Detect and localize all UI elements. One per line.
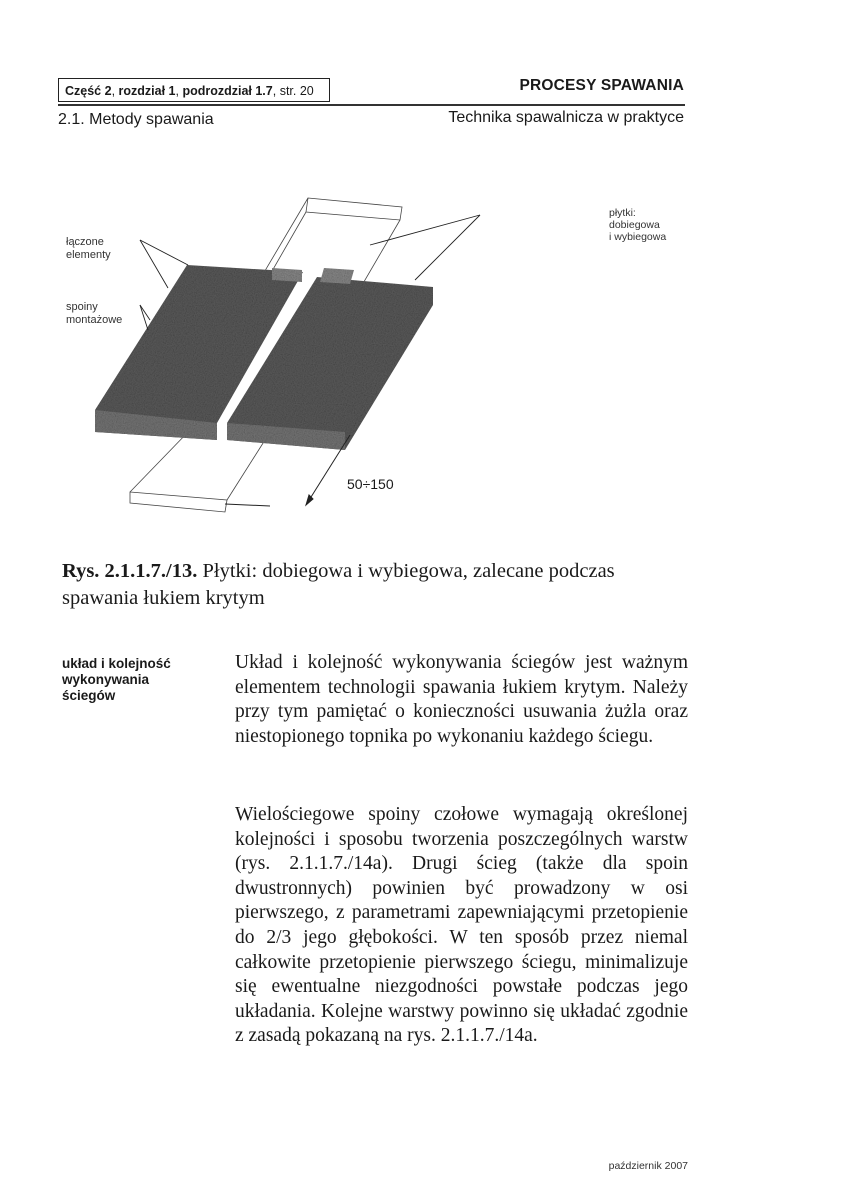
subchapter-label: podrozdział 1.7 <box>182 84 273 98</box>
side-heading: układ i kolejność wykonywania ściegów <box>62 656 171 703</box>
paragraph: Wielościegowe spoiny czołowe wymagają określonej kolejności i sposobu tworzenia poszczególnych warstw (rys. 2.1.1.7./14a). Drugi ścieg (także dla spoin dwustronnych) powinien być prowadzony w osi pierwszego, z parametrami zapewniającymi przetopienie do 2/3 jego głębokości. W ten sposób przez niemal całkowite przetopienie pierwszego ściegu, minimalizuje się ewentualne niezgodności powstałe podczas jego układania. Kolejne warstwy powinno się układać zgodnie z zasadą pokazaną na rys. 2.1.1.7./14a. <box>235 804 688 1047</box>
tack-weld <box>320 268 354 284</box>
run-on-plate-bottom <box>130 430 265 512</box>
section-title: 2.1. Metody spawania <box>58 111 214 128</box>
figure-caption <box>62 558 688 612</box>
label-plates: płytki: dobiegowa i wybiegowa <box>609 207 667 243</box>
document-title: PROCESY SPAWANIA <box>519 77 684 94</box>
joined-elements <box>95 265 433 450</box>
publication-title: Technika spawalnicza w praktyce <box>448 109 684 126</box>
label-tack-welds: spoiny montażowe <box>66 301 123 326</box>
dimension-label: 50÷150 <box>347 476 394 492</box>
page-label: str. 20 <box>279 84 314 98</box>
footer-date: październik 2007 <box>608 1160 688 1172</box>
caption-number: Rys. 2.1.1.7./13. <box>62 560 198 582</box>
tack-weld <box>272 268 302 282</box>
part-label: Część 2 <box>65 84 112 98</box>
caption-text: Płytki: dobiegowa i wybiegowa, zalecane podczas spawania łukiem krytym <box>62 560 615 609</box>
paragraph: Układ i kolejność wykonywania ściegów jest ważnym elementem technologii spawania łukiem krytym. Należy przy tym pamiętać o konieczności usuwania żużla oraz niestopionego topnika po wykonaniu każdego ściegu. <box>235 652 688 747</box>
chapter-reference-box: Część 2, rozdział 1, podrozdział 1.7, str. 20 <box>58 78 330 102</box>
chapter-label: rozdział 1 <box>118 84 176 98</box>
label-joined-elements: łączone elementy <box>66 236 111 261</box>
